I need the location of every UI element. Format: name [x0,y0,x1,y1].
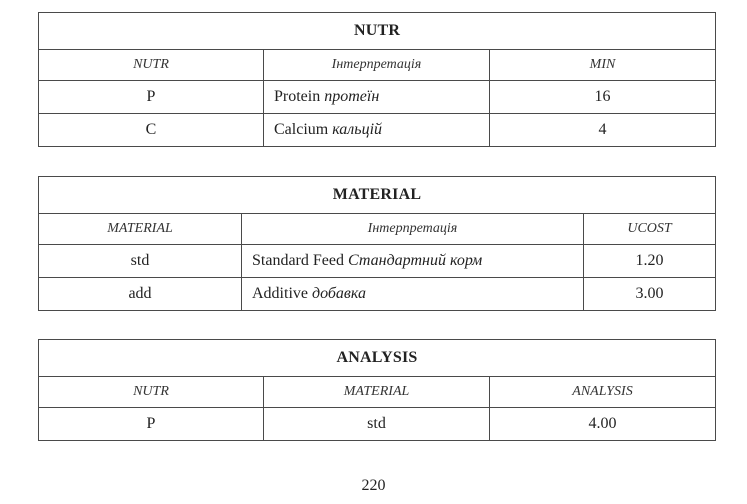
column-header: MIN [490,50,716,81]
table-header-row [39,377,716,408]
table-title-row [39,177,716,214]
nutr-code-cell: P [39,408,264,441]
column-header: NUTR [39,377,264,408]
nutr-table [38,12,716,147]
table-title: ANALYSIS [39,340,716,377]
min-cell: 4 [490,114,716,147]
ucost-cell: 3.00 [584,278,716,311]
material-code-cell: std [39,245,242,278]
name-ua: Стандартний корм [347,252,483,269]
nutr-code-cell: C [39,114,264,147]
min-cell: 16 [490,81,716,114]
name-en: Calcium [274,121,329,138]
column-header: Інтерпретація [264,50,490,81]
name-en: Standard Feed [252,252,344,269]
name-en: Additive [252,285,308,302]
column-header: MATERIAL [264,377,490,408]
name-ua: кальцій [332,121,383,138]
table-title: MATERIAL [39,177,716,214]
page-number: 220 [361,477,386,494]
ucost-cell: 1.20 [584,245,716,278]
name-ua: протеїн [324,88,380,105]
column-header: ANALYSIS [490,377,716,408]
table-title: NUTR [39,13,716,50]
interpretation-cell [264,114,490,147]
column-header: MATERIAL [39,214,242,245]
analysis-value-cell: 4.00 [490,408,716,441]
table-title-row [39,13,716,50]
interpretation-cell [264,81,490,114]
name-ua: добавка [312,285,366,302]
material-code-cell: add [39,278,242,311]
material-code-cell: std [264,408,490,441]
table-row [39,114,716,147]
name-en: Protein [274,88,321,105]
table-header-row [39,214,716,245]
table-title-row [39,340,716,377]
nutr-code-cell: P [39,81,264,114]
table-row [39,408,716,441]
table-row [39,278,716,311]
interpretation-cell [242,245,584,278]
table-row [39,81,716,114]
material-table [38,176,716,311]
column-header: UCOST [584,214,716,245]
column-header: Інтерпретація [242,214,584,245]
interpretation-cell [242,278,584,311]
column-header: NUTR [39,50,264,81]
table-header-row [39,50,716,81]
table-row [39,245,716,278]
analysis-table [38,339,716,441]
